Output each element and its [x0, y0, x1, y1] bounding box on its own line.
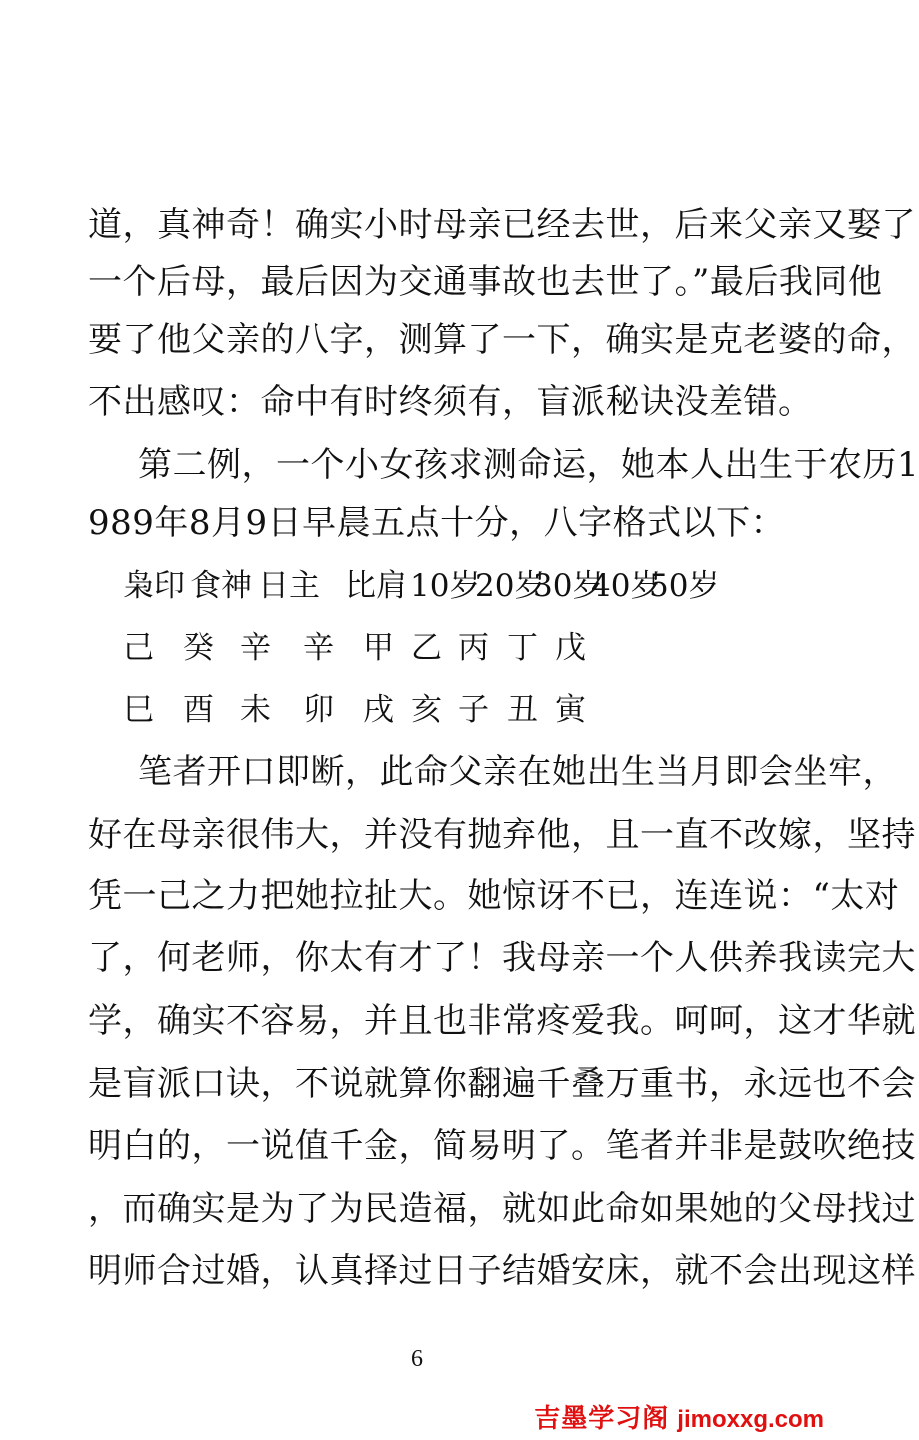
text-line: 是盲派口诀，不说就算你翻遍千叠万重书，永远也不会 [88, 1064, 916, 1104]
site-watermark[interactable] [534, 1404, 824, 1434]
chart-cell: 卯 [303, 692, 334, 728]
chart-cell: 子 [458, 692, 489, 728]
chart-cell: 乙 [411, 630, 442, 666]
chart-cell: 辛 [240, 630, 271, 666]
text-line: 一个后母，最后因为交通事故也去世了。”最后我同他 [88, 262, 883, 302]
watermark-domain-text: jimoxxg.com [677, 1406, 824, 1433]
page-number: 6 [411, 1346, 423, 1372]
chart-cell: 40岁 [591, 568, 662, 604]
chart-cell: 日主 [258, 568, 320, 604]
chart-cell: 亥 [411, 692, 442, 728]
chart-cell: 50岁 [649, 568, 720, 604]
chart-cell: 戊 [555, 630, 586, 666]
chart-cell: 20岁 [475, 568, 546, 604]
text-line: 明师合过婚，认真择过日子结婚安床，就不会出现这样 [88, 1251, 916, 1291]
chart-cell: 己 [123, 630, 154, 666]
text-line: 了，何老师，你太有才了！我母亲一个人供养我读完大 [88, 938, 916, 978]
text-line: 第二例，一个小女孩求测命运，她本人出生于农历1 [138, 445, 919, 485]
text-line: 明白的，一说值千金，简易明了。笔者并非是鼓吹绝技 [88, 1126, 916, 1166]
text-line: 道，真神奇！确实小时母亲已经去世，后来父亲又娶了 [88, 205, 916, 245]
text-line: 学，确实不容易，并且也非常疼爱我。呵呵，这才华就 [88, 1001, 916, 1041]
chart-cell: 癸 [183, 630, 214, 666]
chart-cell: 枭印 [123, 568, 185, 604]
chart-cell: 酉 [183, 692, 214, 728]
text-line: 笔者开口即断，此命父亲在她出生当月即会坐牢， [138, 752, 897, 792]
chart-cell: 比肩 [345, 568, 407, 604]
chart-cell: 未 [240, 692, 271, 728]
chart-cell: 10岁 [410, 568, 481, 604]
text-line: 凭一己之力把她拉扯大。她惊讶不已，连连说：“太对 [88, 876, 900, 916]
chart-cell: 甲 [363, 630, 394, 666]
chart-cell: 寅 [555, 692, 586, 728]
chart-cell: 辛 [303, 630, 334, 666]
chart-cell: 丙 [458, 630, 489, 666]
text-line: 不出感叹：命中有时终须有，盲派秘诀没差错。 [88, 382, 813, 422]
text-line: ，而确实是为了为民造福，就如此命如果她的父母找过 [88, 1189, 916, 1229]
text-line: 要了他父亲的八字，测算了一下，确实是克老婆的命， [88, 320, 916, 360]
chart-cell: 丁 [507, 630, 538, 666]
chart-cell: 30岁 [533, 568, 604, 604]
chart-cell: 丑 [507, 692, 538, 728]
chart-cell: 食神 [190, 568, 252, 604]
chart-cell: 戌 [363, 692, 394, 728]
text-line: 989年8月9日早晨五点十分，八字格式以下： [88, 503, 786, 543]
chart-cell: 巳 [123, 692, 154, 728]
watermark-chinese-text: 吉墨学习阁 [534, 1404, 670, 1434]
text-line: 好在母亲很伟大，并没有抛弃他，且一直不改嫁，坚持 [88, 815, 916, 855]
